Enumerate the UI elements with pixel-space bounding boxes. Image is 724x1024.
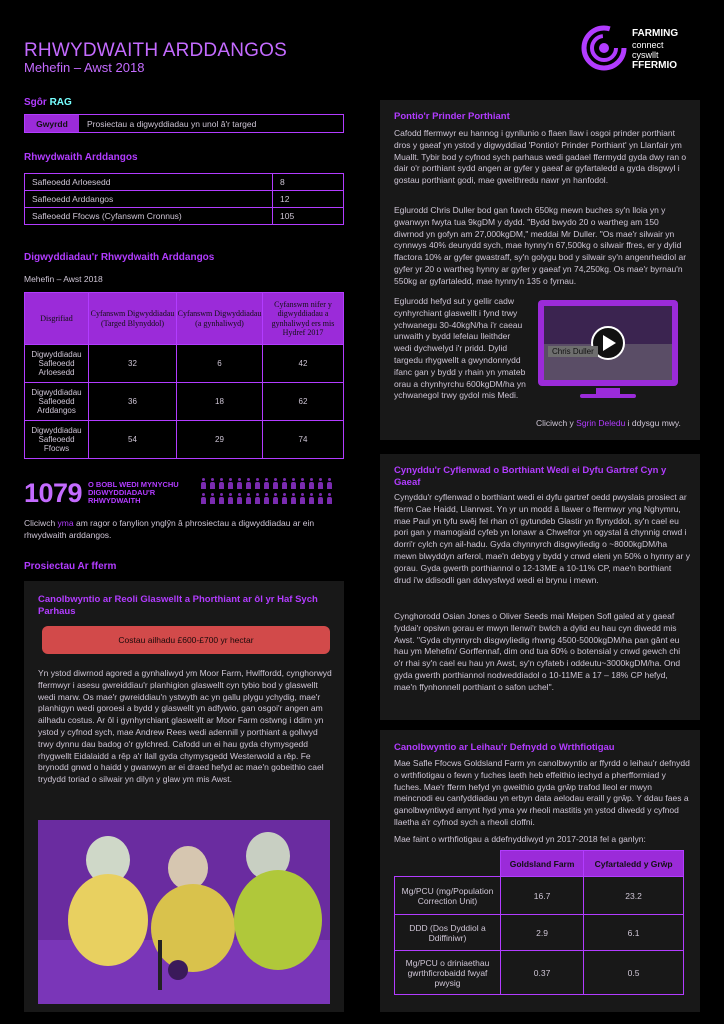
person-icon <box>272 493 278 505</box>
pontio-paragraph-3: Eglurodd hefyd sut y gellir cadw cynhyrchiant glaswellt i fynd trwy ychwanegu 30-40kgN/ha i'r caeau unwaith y bydd lefelau lleithder wedi dychwelyd i'r pridd. Dylid targedu rhygwellt a gwyndonnydd ifanc gan y bydd y rhain yn ymateb orau a chynhyrchu 600kgDM/ha yn ychwanegol trwy gydol mis Medi. <box>394 296 526 401</box>
events-period: Mehefin – Awst 2018 <box>24 274 103 284</box>
table-row: Digwyddiadau Safleoedd Arloesedd 32 6 42 <box>25 345 344 383</box>
events-heading: Digwyddiadau'r Rhwydwaith Arddangos <box>24 252 215 263</box>
table-row: Safleoedd Arloesedd 8 <box>25 174 344 191</box>
goldsland-title: Canolbwyntio ar Leihau'r Defnydd o Wrthfiotigau <box>394 742 615 753</box>
tv-screen-video[interactable] <box>536 298 688 402</box>
person-icon <box>290 478 296 490</box>
person-icon <box>308 478 314 490</box>
cost-banner: Costau ailhadu £600-£700 yr hectar <box>42 626 330 654</box>
goldsland-paragraph-2: Mae faint o wrthfiotigau a ddefnyddiwyd yn 2017-2018 fel a ganlyn: <box>394 834 646 844</box>
more-info-link[interactable]: yma <box>57 518 74 528</box>
table-row: Safleoedd Ffocws (Cyfanswm Cronnus) 105 <box>25 208 344 225</box>
attendance-number: 1079 <box>24 478 83 508</box>
person-icon <box>317 493 323 505</box>
cynydd-paragraph-2: Cynghorodd Osian Jones o Oliver Seeds mai Meipen Sofl galed at y gaeaf fyddai'r opsiwn gorau er mwyn llenwi'r bwlch a dylid eu hau cyn diwedd mis Awst. "Gyda chynnyrch disgwyliedig rhwng 4500-5000kgDM/ha pan gânt eu hau ym Mehefin/ Gorffennaf, dim ond tua 60% o botensial y cnwd gewch chi o'r rhai sy'n cael eu hau yn Awst, sy'n cyfateb i oddeutu~3000kgDM/ha. Ond gyda gwerth porthiannol nodweddiadol o 10-11ME a 17 – 18% CP hefyd, mae'n ffynhonnell porthiant o safon uchel". <box>394 611 681 692</box>
logo-text: FARMING connect cyswllt FFERMIO <box>632 28 679 71</box>
attendance-note: Cliciwch yma am ragor o fanylion ynglŷn â phrosiectau a digwyddiadau ar ein rhwydwaith arddangos. <box>24 518 315 540</box>
events-table <box>24 292 344 459</box>
table-row: Mg/PCU o driniaethau gwrthficrobaidd fwyaf pwysig 0.37 0.5 <box>395 951 684 995</box>
person-icon <box>209 493 215 505</box>
person-icon <box>236 478 242 490</box>
person-icon <box>281 478 287 490</box>
attendance-caption: O BOBL WEDI MYNYCHU DIGWYDDIADAU'R RHWYDWAITH <box>88 480 179 505</box>
person-icon <box>308 493 314 505</box>
person-icon <box>290 493 296 505</box>
person-icon <box>272 478 278 490</box>
person-icon <box>245 493 251 505</box>
person-icon <box>263 478 269 490</box>
projects-heading: Prosiectau Ar fferm <box>24 561 117 572</box>
antibiotics-table <box>394 850 684 995</box>
table-row: Digwyddiadau Safleoedd Arddangos 36 18 62 <box>25 383 344 421</box>
rag-status-text: Prosiectau a digwyddiadau yn unol â'r targed <box>87 118 257 129</box>
person-icon <box>227 493 233 505</box>
page-subtitle: Mehefin – Awst 2018 <box>24 60 145 75</box>
goldsland-paragraph-1: Mae Safle Ffocws Goldsland Farm yn canolbwyntio ar ffyrdd o leihau'r defnydd o wrthfiotigau o fewn y fuches laeth heb effeithio iechyd a pherfformiad y fuches. Mae'r fferm hefyd yn gweithio gyda grŵp trafod lleol er mwyn meincnodi eu canfyddiadau yn erbyn data aelodau eraill y grŵp. Y ddau faes a ganolbwyntiwyd arnynt hyd yma yw rheoli mastitis yn ystod diwedd y cyfnod llaetha a'r cyfnod sych a rheoli cloffni. <box>394 758 690 827</box>
project-card-title: Canolbwyntio ar Reoli Glaswellt a Phorthiant ar ôl yr Haf Sych Parhaus <box>38 594 318 617</box>
person-icon <box>200 493 206 505</box>
pontio-paragraph-1: Cafodd ffermwyr eu hannog i gynllunio o flaen llaw i osgoi prinder porthiant dros y gaeaf yn ystod y digwyddiad 'Pontio'r Prinder Porthiant' yn Llanfair ym Muallt. Tybir bod y cyfnod sych parhaus wedi gadael ffermydd gyda dwy ran o dair o'r porthiant sydd angen ar gyfer y gaeaf ar gyfartaledd a gyda disgwyl i gostau porthiant godi, mae gweithredu nawr yn hanfodol. <box>394 128 687 186</box>
person-icon <box>209 478 215 490</box>
people-icons <box>200 478 340 506</box>
person-icon <box>326 493 332 505</box>
person-icon <box>317 478 323 490</box>
logo-ring-icon <box>580 24 628 72</box>
pontio-video-note: Cliciwch y Sgrin Deledu i ddysgu mwy. <box>536 418 681 428</box>
farmers-photo <box>38 820 330 1004</box>
person-icon <box>245 478 251 490</box>
person-icon <box>227 478 233 490</box>
network-table <box>24 173 344 225</box>
tv-screen-link[interactable]: Sgrin Deledu <box>576 418 626 428</box>
pontio-title: Pontio'r Prinder Porthiant <box>394 111 510 122</box>
table-row: Digwyddiadau Safleoedd Ffocws 54 29 74 <box>25 421 344 459</box>
farming-connect-logo <box>580 24 710 80</box>
person-icon <box>299 478 305 490</box>
person-icon <box>299 493 305 505</box>
person-icon <box>236 493 242 505</box>
person-icon <box>218 478 224 490</box>
person-icon <box>254 478 260 490</box>
page-title: RHWYDWAITH ARDDANGOS <box>24 40 287 61</box>
table-row: DDD (Dos Dyddiol a Ddiffiniwr) 2.9 6.1 <box>395 915 684 951</box>
rag-status-box <box>24 114 344 133</box>
table-header-row: Goldsland Farm Cyfartaledd y Grŵp <box>395 851 684 877</box>
rag-heading: Sgôr RAG <box>24 97 72 108</box>
rag-status-badge: Gwyrdd <box>25 115 79 132</box>
person-icon <box>263 493 269 505</box>
table-header-row: Disgrifiad Cyfanswm Digwyddiadau (Targed Blynyddol) Cyfanswm Digwyddiadau (a gynhaliwyd) Cyfanswm nifer y digwyddiadau a gynhaliwyd ers mis Hydref 2017 <box>25 293 344 345</box>
network-heading: Rhwydwaith Arddangos <box>24 152 138 163</box>
person-icon <box>218 493 224 505</box>
pontio-paragraph-2: Eglurodd Chris Duller bod gan fuwch 650kg mewn buches sy'n lloia yn y gwanwyn fwyta tua 9kgDM y dydd. "Bydd bwydo 20 o wartheg am 150 diwrnod yn gofyn am 27,000kgDM," meddai Mr Duller. "Os mae'r silwair yn cynnwys 40% deunydd sych, mae hynny'n 67,500kg o silwair ffres, er y dylid ffactora 10% ar gyfer gwastraff, sy'n golygu bod y silwair sy'n angenrheidiol ar gyfer yr 20 o wartheg hynny ar gyfer y gaeaf yn 74,250kg. Os mae'r byrnau'n 550kg ar gyfartaledd, mae hynny'n 135 o fyrnau. <box>394 205 687 286</box>
video-name-label: Chris Duller <box>548 346 598 357</box>
table-row: Mg/PCU (mg/Population Correction Unit) 16.7 23.2 <box>395 877 684 915</box>
person-icon <box>200 478 206 490</box>
project-card-body: Yn ystod diwrnod agored a gynhaliwyd ym Moor Farm, Hwlffordd, cynghorwyd ffermwyr i asesu gwreiddiau'r planhigion glaswellt cyn tybio bod y glaswellt wedi marw. Os mae'r gwreiddiau'n ystwyth ac yn gallu plygu ychydig, mae'r planhigyn wedi goroesi a bydd y glaswellt yn adfywio, gan osgoi'r angen am ailhadu costus. Ar ôl i gynhyrchiant glaswellt ar Moor Farm ostwng i ddim yn ystod y cyfnod sych, mae Andrew Rees wedi adennill y porthiant a gollwyd trwy dynnu dau badog o'r gylchred. Cafodd un ei hau gyda chymysgedd rhygwellt Eidalaidd a rêp a'r llall gyda chymysgedd Westerwold a rêp. Fe brynodd gnwd o haidd y gwanwyn ar ei draed hefyd ac mae'n gobeithio cael trydydd toriad o silwair yn dilyn y glaw ym mis Awst. <box>38 668 332 785</box>
person-icon <box>254 493 260 505</box>
person-icon <box>326 478 332 490</box>
cynydd-paragraph-1: Cynyddu'r cyflenwad o borthiant wedi ei dyfu gartref oedd pwyslais prosiect ar fferm Cae Haidd, Llanrwst. Yn yr un modd â llawer o ffermwyr yng Nghymru, mae Paul yn tyfu swêj fel rhan o'i gytundeb Glastir yn flynyddol, sy'n cael eu pori gan y mamogiaid cyfeb yn lonawr a Chwefror yn ogystal â chynnig cnwd i dorri'r cylch cyn ail-hadu. Gyda chynnyrch disgwyliedig o ~8000kgDM/ha mewn blwyddyn arferol, mae'n debyg y bydd y cnwd eleni yn 50% o hynny ar y gorau. Gyda gwerth porthiannol o 12-13ME a 10-11% CP, mae'n borthiant drud i'w ddisodli gan ddwysfwyd wedi ei brynu i mewn. <box>394 492 690 585</box>
cynydd-title: Cynyddu'r Cyflenwad o Borthiant Wedi ei Dyfu Gartref Cyn y Gaeaf <box>394 465 667 488</box>
farmers-photo-image <box>38 820 330 1004</box>
person-icon <box>281 493 287 505</box>
table-row: Safleoedd Arddangos 12 <box>25 191 344 208</box>
